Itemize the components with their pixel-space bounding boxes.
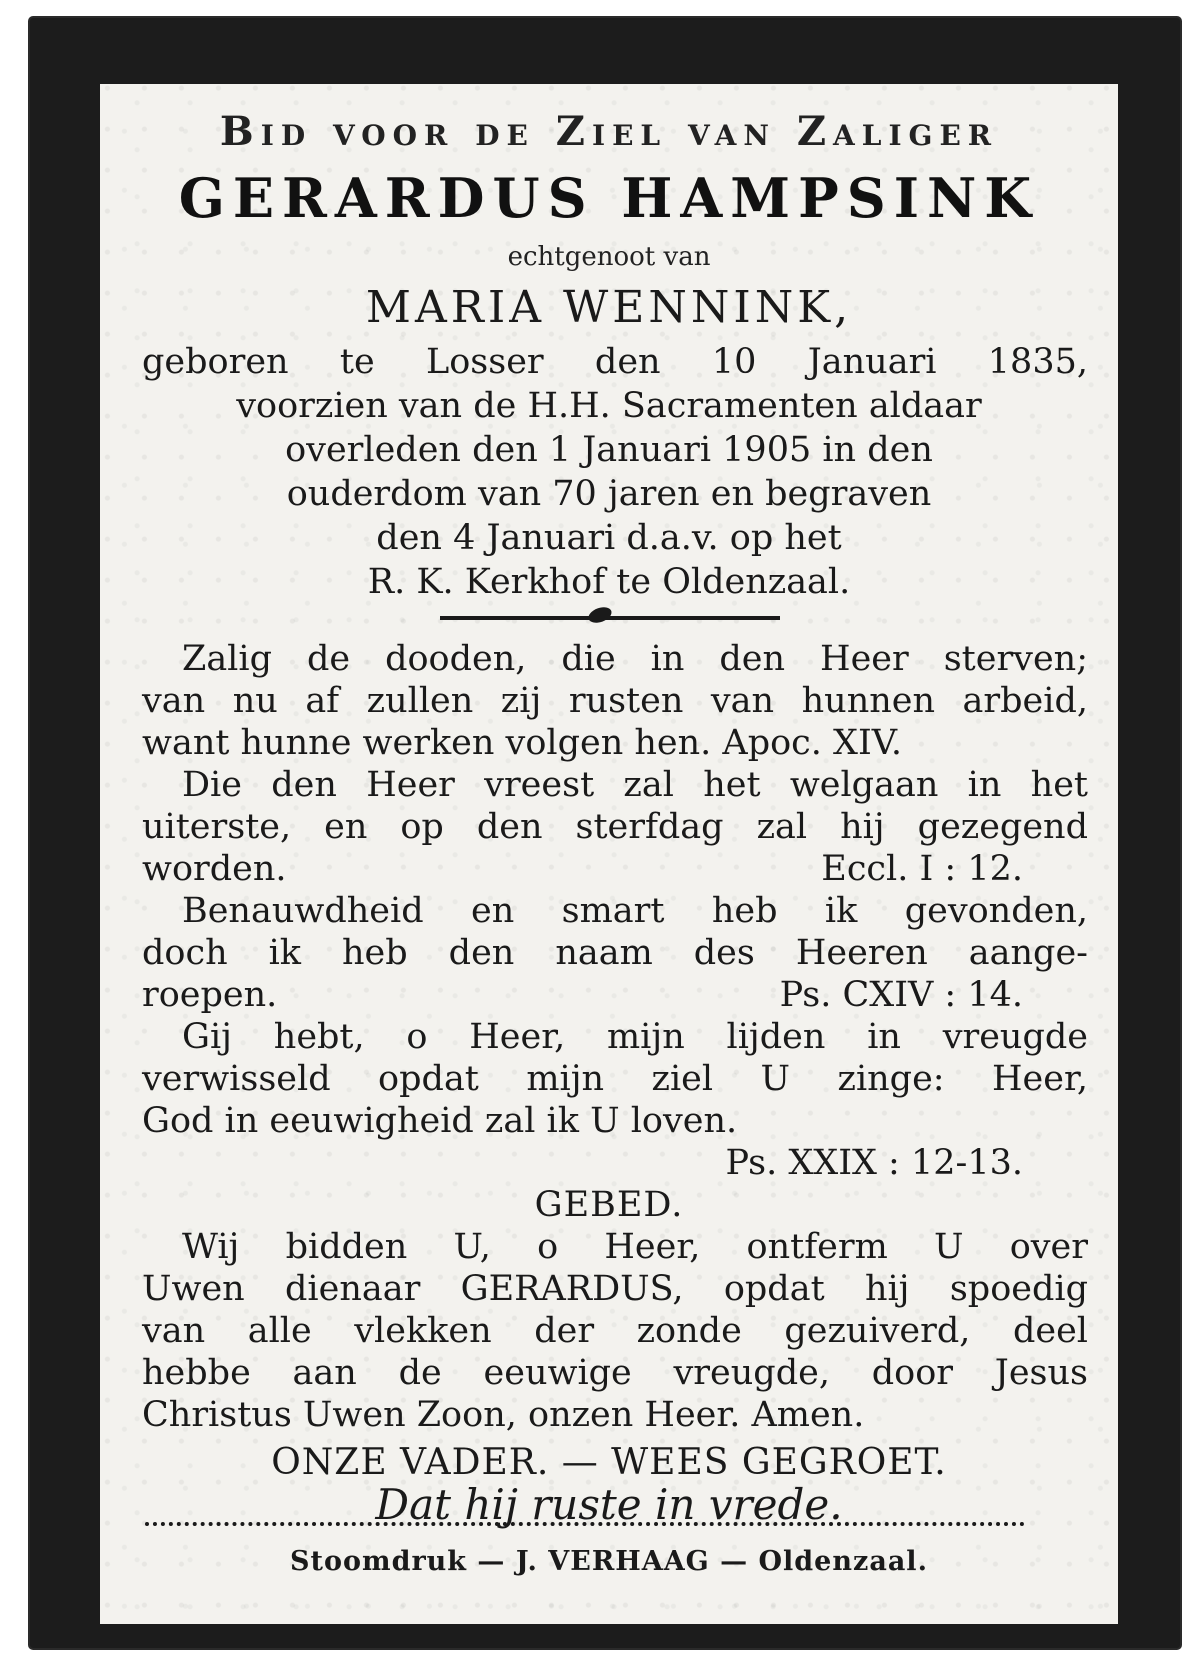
prayer-line: hebbe aan de eeuwige vreugde, door Jesus: [142, 1353, 1088, 1393]
deceased-name: GERARDUS HAMPSINK: [178, 166, 1040, 230]
verse-line: uiterste, en op den sterfdag zal hij gezegend: [142, 807, 1088, 847]
verse-line: God in eeuwigheid zal ik U loven.: [142, 1101, 738, 1141]
prayer-line: Christus Uwen Zoon, onzen Heer. Amen.: [142, 1395, 865, 1435]
bio-line: R. K. Kerkhof te Oldenzaal.: [367, 562, 851, 602]
printer-credit: Stoomdruk — J. VERHAAG — Oldenzaal.: [290, 1546, 928, 1577]
verse-line: Gij hebt, o Heer, mijn lijden in vreugde: [182, 1017, 1088, 1057]
scripture-reference: Ps. XXIX : 12-13.: [725, 1143, 1023, 1183]
prayer-line: Wij bidden U, o Heer, ontferm U over: [182, 1227, 1088, 1267]
scripture-reference: Ps. CXIV : 14.: [779, 975, 1023, 1015]
prayer-line: Uwen dienaar GERARDUS, opdat hij spoedig: [142, 1269, 1088, 1309]
verse-line: Zalig de dooden, die in den Heer sterven;: [182, 639, 1088, 679]
verse-line: Die den Heer vreest zal het welgaan in het: [182, 765, 1088, 805]
divider-ornament: [586, 604, 613, 625]
prayer-line: van alle vlekken der zonde gezuiverd, deel: [142, 1311, 1088, 1351]
bio-line: ouderdom van 70 jaren en begraven: [286, 474, 932, 514]
bio-line: voorzien van de H.H. Sacramenten aldaar: [236, 386, 982, 426]
verse-line: Benauwdheid en smart heb ik gevonden,: [182, 891, 1088, 931]
dotted-rule: [145, 1522, 1025, 1526]
verse-line: want hunne werken volgen hen. Apoc. XIV.: [142, 723, 903, 763]
bio-line: overleden den 1 Januari 1905 in den: [285, 430, 933, 470]
scripture-reference: Eccl. I : 12.: [821, 849, 1023, 889]
verse-line: doch ik heb den naam des Heeren aange-: [142, 933, 1088, 973]
rest-in-peace: Dat hij ruste in vrede.: [375, 1480, 843, 1529]
spouse-of-label: echtgenoot van: [507, 242, 711, 272]
prayer-title: GEBED.: [534, 1185, 684, 1225]
bio-line: geboren te Losser den 10 Januari 1835,: [142, 342, 1088, 382]
verse-line: worden.: [142, 849, 287, 889]
card-intro: Bid voor de Ziel van Zaliger: [219, 108, 999, 155]
spouse-name: MARIA WENNINK,: [365, 282, 853, 333]
verse-line: roepen.: [142, 975, 278, 1015]
memorial-card: [100, 84, 1118, 1624]
closing-prayers: ONZE VADER. — WEES GEGROET.: [271, 1442, 947, 1483]
verse-line: verwisseld opdat mijn ziel U zinge: Heer,: [142, 1059, 1088, 1099]
mourning-border: [30, 18, 1180, 1648]
bio-line: den 4 Januari d.a.v. op het: [376, 518, 842, 558]
verse-line: van nu af zullen zij rusten van hunnen arbeid,: [142, 681, 1088, 721]
